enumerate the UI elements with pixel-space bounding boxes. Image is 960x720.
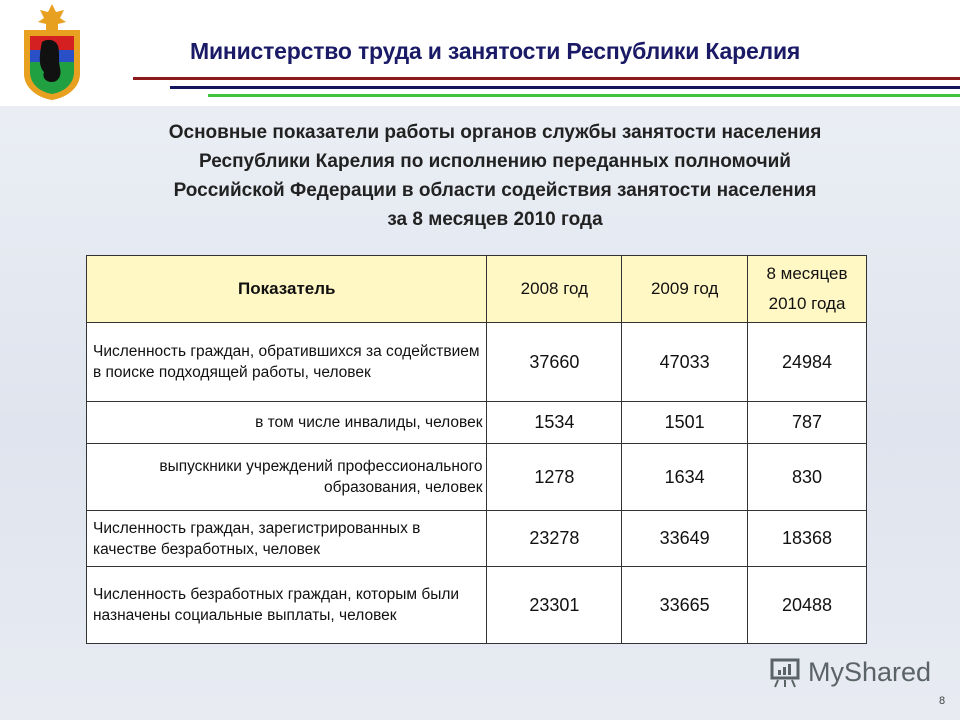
table-row (87, 567, 867, 644)
row-label: Численность граждан, обратившихся за содействием в поиске подходящей работы, человек (87, 323, 487, 402)
cell-value: 1534 (487, 402, 622, 444)
table-row (87, 444, 867, 511)
subtitle-line: Российской Федерации в области содействия занятости населения (173, 180, 817, 201)
col-header: 8 месяцев 2010 года (748, 256, 867, 323)
divider-green (208, 94, 960, 97)
subtitle-line: за 8 месяцев 2010 года (387, 209, 603, 230)
table-row (87, 402, 867, 444)
subtitle-line: Республики Карелия по исполнению переданных полномочий (199, 151, 791, 172)
cell-value: 47033 (622, 323, 748, 402)
table-header-row (87, 256, 867, 323)
col-header: 2008 год (487, 256, 622, 323)
divider-red (133, 77, 960, 80)
row-label: выпускники учреждений профессионального образования, человек (87, 444, 487, 511)
cell-value: 23278 (487, 511, 622, 567)
row-label: в том числе инвалиды, человек (87, 402, 487, 444)
cell-value: 1634 (622, 444, 748, 511)
subtitle-line: Основные показатели работы органов службы занятости населения (168, 122, 822, 143)
row-label: Численность граждан, зарегистрированных в качестве безработных, человек (87, 511, 487, 567)
divider-navy (170, 86, 960, 89)
cell-value: 1501 (622, 402, 748, 444)
slide-subtitle (60, 118, 930, 234)
header-title: Министерство труда и занятости Республики Карелия (190, 38, 801, 64)
watermark-text: MyShared (808, 656, 932, 687)
table-row (87, 323, 867, 402)
page-number: 8 (939, 695, 946, 707)
myshared-watermark (768, 656, 931, 688)
cell-value: 1278 (487, 444, 622, 511)
cell-value: 24984 (748, 323, 867, 402)
cell-value: 787 (748, 402, 867, 444)
col-header: Показатель (87, 256, 487, 323)
presentation-board-icon (768, 656, 802, 688)
cell-value: 37660 (487, 323, 622, 402)
cell-value: 23301 (487, 567, 622, 644)
table-row (87, 511, 867, 567)
cell-value: 20488 (748, 567, 867, 644)
cell-value: 33665 (622, 567, 748, 644)
row-label: Численность безработных граждан, которым были назначены социальные выплаты, человек (87, 567, 487, 644)
coat-of-arms-logo (18, 2, 86, 102)
cell-value: 830 (748, 444, 867, 511)
indicators-table (86, 255, 867, 644)
col-header: 2009 год (622, 256, 748, 323)
cell-value: 18368 (748, 511, 867, 567)
cell-value: 33649 (622, 511, 748, 567)
